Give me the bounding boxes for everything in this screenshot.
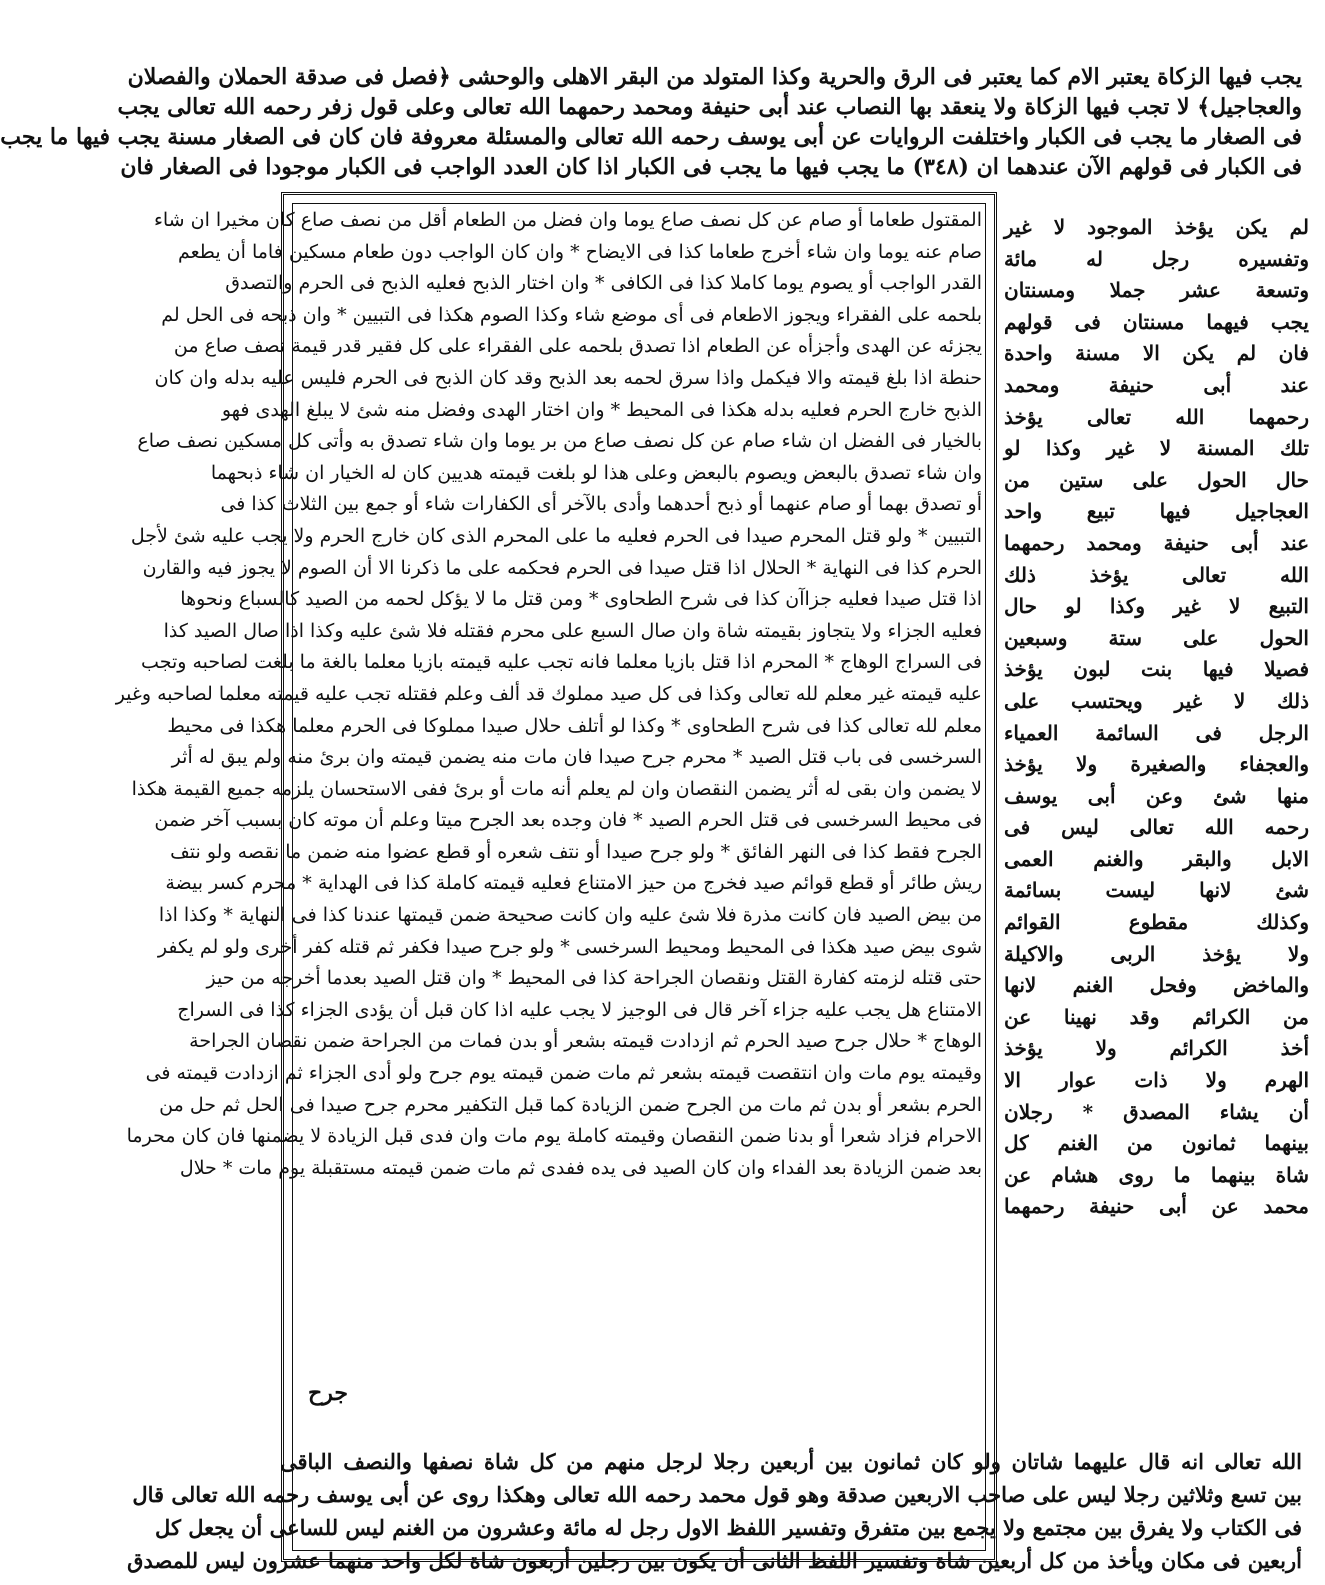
margin-text-line: أن يشاء المصدق * رجلان <box>1004 1099 1309 1124</box>
catchword: جرح <box>308 1380 348 1406</box>
main-text-line: شوى بيض صيد هكذا فى المحيط ومحيط السرخسى * ولو جرح صيدا فكفر ثم قتله كفر أخرى ولو لم يكفر <box>157 935 982 958</box>
main-text-line: ريش طائر أو قطع قوائم صيد فخرج من حيز الامتناع فعليه قيمته كاملة كذا فى الهداية * محرم كسر بيضة <box>165 872 982 895</box>
margin-text-line: يجب فيهما مسنتان فى قولهم <box>1004 309 1309 334</box>
margin-text-line: شئ لانها ليست بسائمة <box>1004 878 1309 903</box>
main-text-line: الجرح فقط كذا فى النهر الفائق * ولو جرح صيدا أو نتف شعره أو قطع عضوا منه ضمن ما نقصه ولو نتف <box>170 840 982 863</box>
main-text-body <box>115 205 982 1184</box>
margin-text-line: ذلك لا غير ويحتسب على <box>1004 688 1309 713</box>
top-line: يجب فيها الزكاة يعتبر الام كما يعتبر فى الرق والحرية وكذا المتولد من البقر الاهلى والوحشى ﴿فصل فى صدقة الحملان والفصلان <box>127 64 1302 90</box>
margin-text-line: وتسعة عشر جملا ومسنتان <box>1004 278 1309 303</box>
bottom-line: الله تعالى انه قال عليهما شاتان ولو كان ثمانون بين أربعين رجلا لرجل منهم من كل شاة نصفها والنصف الباقى <box>280 1449 1302 1474</box>
margin-text-line: الحول على ستة وسبعين <box>1004 625 1309 650</box>
bottom-line: أربعين فى مكان ويأخذ من كل أربعين شاة وتفسير اللفظ الثانى أن يكون بين رجلين أربعون شاة لكل واحد منهما عشرون ليس للمصدق <box>127 1548 1302 1573</box>
margin-text-line: عند أبى حنيفة ومحمد رحمهما <box>1004 530 1309 555</box>
main-text-line: بالخيار فى الفضل ان شاء صام عن كل نصف صاع من بر يوما وان شاء تصدق به وأتى كل مسكين نصف صاع <box>137 430 982 453</box>
top-text-block <box>0 62 1302 182</box>
main-text-line: الذبح خارج الحرم فعليه بدله هكذا فى المحيط * وان اختار الهدى وفضل منه شئ لا يبلغ الهدى فهو <box>221 398 982 421</box>
bottom-line: بين تسع وثلاثين رجلا ليس على صاحب الاربعين صدقة وهو قول محمد رحمه الله تعالى وهكذا روى عن أبى يوسف رحمه الله تعالى قال <box>132 1482 1302 1507</box>
main-text-line: يجزئه عن الهدى وأجزأه عن الطعام اذا تصدق بلحمه على الفقراء على كل فقير قدر قيمة نصف صاع من <box>173 335 982 358</box>
top-line: فى الصغار ما يجب فى الكبار واختلفت الروايات عن أبى يوسف رحمه الله تعالى والمسئلة معروفة فان كان فى الصغار مسنة يجب فيها ما يجب <box>0 124 1302 150</box>
main-text-line: حتى قتله لزمته كفارة القتل ونقصان الجراحة كذا فى المحيط * وان قتل الصيد بعدما أخرجه من حيز <box>206 967 982 990</box>
margin-text-line: العجاجيل فيها تبيع واحد <box>1004 499 1309 524</box>
margin-text-line: ولا يؤخذ الربى والاكيلة <box>1004 941 1309 966</box>
main-text-line: لا يضمن وان بقى له أثر يضمن النقصان وان لم يعلم أنه مات أو برئ ففى الاستحسان يلزمه جميع القيمة هكذا <box>131 777 982 800</box>
main-text-line: صام عنه يوما وان شاء أخرج طعاما كذا فى الايضاح * وان كان الواجب دون طعام مسكين فاما أن يطعم <box>177 240 982 263</box>
margin-text-line: رحمه الله تعالى ليس فى <box>1004 815 1309 840</box>
main-text-line: الحرم كذا فى النهاية * الحلال اذا قتل صيدا فى الحرم فحكمه على ما ذكرنا الا أن الصوم لا يجوز فيه والقارن <box>142 556 982 579</box>
main-text-line: المقتول طعاما أو صام عن كل نصف صاع يوما وان فضل من الطعام أقل من نصف صاع كان مخيرا ان شاء <box>153 209 982 231</box>
main-text-line: حنطة اذا بلغ قيمته والا فيكمل واذا سرق لحمه بعد الذبح وقد كان الذبح فى الحرم فليس عليه بدله وان كان <box>154 366 982 389</box>
margin-commentary-column <box>1004 212 1309 1223</box>
bottom-text-block <box>127 1445 1302 1577</box>
main-text-line: فى السراج الوهاج * المحرم اذا قتل بازيا معلما فانه تجب عليه قيمته بازيا معلما بالغة ما بلغت لصاحبه وتجب <box>141 651 982 674</box>
margin-text-line: فان لم يكن الا مسنة واحدة <box>1004 341 1309 366</box>
margin-text-line: منها شئ وعن أبى يوسف <box>1004 783 1309 808</box>
margin-text-line: والماخض وفحل الغنم لانها <box>1004 973 1309 998</box>
margin-text-line: الابل والبقر والغنم العمى <box>1004 846 1309 871</box>
main-text-line: عليه قيمته غير معلم لله تعالى وكذا فى كل صيد مملوك قد ألف وعلم فقتله تجب عليه قيمته معلما لصاحبه وغير <box>115 682 982 705</box>
margin-text-line: عند أبى حنيفة ومحمد <box>1004 372 1309 397</box>
main-text-line: السرخسى فى باب قتل الصيد * محرم جرح صيدا فان مات منه يضمن قيمته وان برئ منه ولم يبق له أثر <box>171 746 982 769</box>
main-text-line: بعد ضمن الزيادة بعد الفداء وان كان الصيد فى يده ففدى ثم مات ضمن قيمته مستقبلة يوم مات * حلال <box>179 1156 982 1179</box>
margin-text-line: التبيع لا غير وكذا لو حال <box>1004 594 1309 619</box>
margin-text-line: فصيلا فيها بنت لبون يؤخذ <box>1004 657 1309 682</box>
main-text-line: أو تصدق بهما أو صام عنهما أو ذبح أحدهما وأدى بالآخر أى الكفارات شاء أو جمع بين الثلاث كذا فى <box>220 493 982 516</box>
margin-text-line: والعجفاء والصغيرة ولا يؤخذ <box>1004 752 1309 777</box>
margin-text-line: الهرم ولا ذات عوار الا <box>1004 1068 1309 1093</box>
margin-text-line: رحمهما الله تعالى يؤخذ <box>1004 404 1309 429</box>
main-text-line: اذا قتل صيدا فعليه جزاآن كذا فى شرح الطحاوى * ومن قتل ما لا يؤكل لحمه من الصيد كالسباع ونحوها <box>180 588 982 611</box>
margin-text-line: الله تعالى يؤخذ ذلك <box>1004 562 1309 587</box>
margin-text-line: شاة بينهما ما روى هشام عن <box>1004 1162 1309 1187</box>
margin-text-line: أخذ الكرائم ولا يؤخذ <box>1004 1036 1309 1061</box>
margin-text-line: بينهما ثمانون من الغنم كل <box>1004 1131 1309 1156</box>
main-text-line: فعليه الجزاء ولا يتجاوز بقيمته شاة وان صال السبع على محرم فقتله فلا شئ عليه وكذا اذا صال الصيد كذا <box>163 619 982 642</box>
bottom-line: فى الكتاب ولا يفرق بين مجتمع ولا يجمع بين متفرق وتفسير اللفظ الاول رجل له مائة وعشرون من الغنم ليس للساعى أن يجعل كل <box>155 1515 1302 1540</box>
margin-text-line: تلك المسنة لا غير وكذا لو <box>1004 436 1309 461</box>
margin-text-line: حال الحول على ستين من <box>1004 467 1309 492</box>
margin-text-line: الرجل فى السائمة العمياء <box>1004 720 1309 745</box>
main-text-line: الاحرام فزاد شعرا أو بدنا ضمن النقصان وقيمته كاملة يوم مات وان فدى قبل الزيادة لا يضمنها فان كان محرما <box>126 1125 982 1148</box>
main-text-line: وان شاء تصدق بالبعض ويصوم بالبعض وعلى هذا لو بلغت قيمته هديين كان له الخيار ان شاء ذبحهما <box>210 461 982 484</box>
margin-text-line: وكذلك مقطوع القوائم <box>1004 910 1309 935</box>
main-text-line: الحرم بشعر أو بدن ثم مات من الجرح ضمن الزيادة كما قبل التكفير محرم جرح صيدا فى الحل ثم حل من <box>159 1093 982 1116</box>
top-line: فى الكبار فى قولهم الآن عندهما ان (٣٤٨) ما يجب فيها ما يجب فى الكبار اذا كان العدد الواجب فى الكبار موجودا فى الصغار فان <box>120 154 1302 180</box>
margin-text-line: من الكرائم وقد نهينا عن <box>1004 1004 1309 1029</box>
main-text-line: الوهاج * حلال جرح صيد الحرم ثم ازدادت قيمته بشعر أو بدن فمات من الجراحة ضمن نقصان الجراحة <box>189 1030 982 1053</box>
main-text-line: بلحمه على الفقراء ويجوز الاطعام فى أى موضع شاء وكذا الصوم هكذا فى التبيين * وان ذبحه فى الحل لم <box>161 303 982 326</box>
main-text-line: القدر الواجب أو يصوم يوما كاملا كذا فى الكافى * وان اختار الذبح فعليه الذبح فى الحرم والتصدق <box>225 272 982 295</box>
main-text-line: معلم لله تعالى كذا فى شرح الطحاوى * وكذا لو أتلف حلال صيدا مملوكا فى الحرم معلما هكذا فى محيط <box>167 714 982 737</box>
main-text-line: التبيين * ولو قتل المحرم صيدا فى الحرم فعليه ما على المحرم الذى كان خارج الحرم ولا يجب عليه شئ لأجل <box>130 524 982 547</box>
margin-text-line: لم يكن يؤخذ الموجود لا غير <box>1004 215 1309 239</box>
main-text-line: من بيض الصيد فان كانت مذرة فلا شئ عليه وان كانت صحيحة ضمن قيمتها عندنا كذا فى النهاية * وكذا اذا <box>158 904 982 927</box>
main-text-frame <box>115 192 997 1562</box>
main-text-line: الامتناع هل يجب عليه جزاء آخر قال فى الوجيز لا يجب عليه اذا كان قبل أن يؤدى الجزاء كذا فى السراج <box>177 998 982 1021</box>
margin-text-line: وتفسيره رجل له مائة <box>1004 246 1309 271</box>
top-line: والعجاجيل﴾ لا تجب فيها الزكاة ولا ينعقد بها النصاب عند أبى حنيفة ومحمد رحمهما الله تعالى وعلى قول زفر رحمه الله تعالى يجب <box>117 94 1302 120</box>
main-text-line: فى محيط السرخسى فى قتل الحرم الصيد * فان وجده بعد الجرح ميتا وعلم أن موته كان بسبب آخر ضمن <box>154 809 982 832</box>
margin-text-line: محمد عن أبى حنيفة رحمهما <box>1004 1194 1309 1219</box>
main-text-line: وقيمته يوم مات وان انتقصت قيمته بشعر ثم مات ضمن قيمته يوم جرح ولو أدى الجزاء ثم ازدادت قيمته فى <box>145 1062 982 1085</box>
